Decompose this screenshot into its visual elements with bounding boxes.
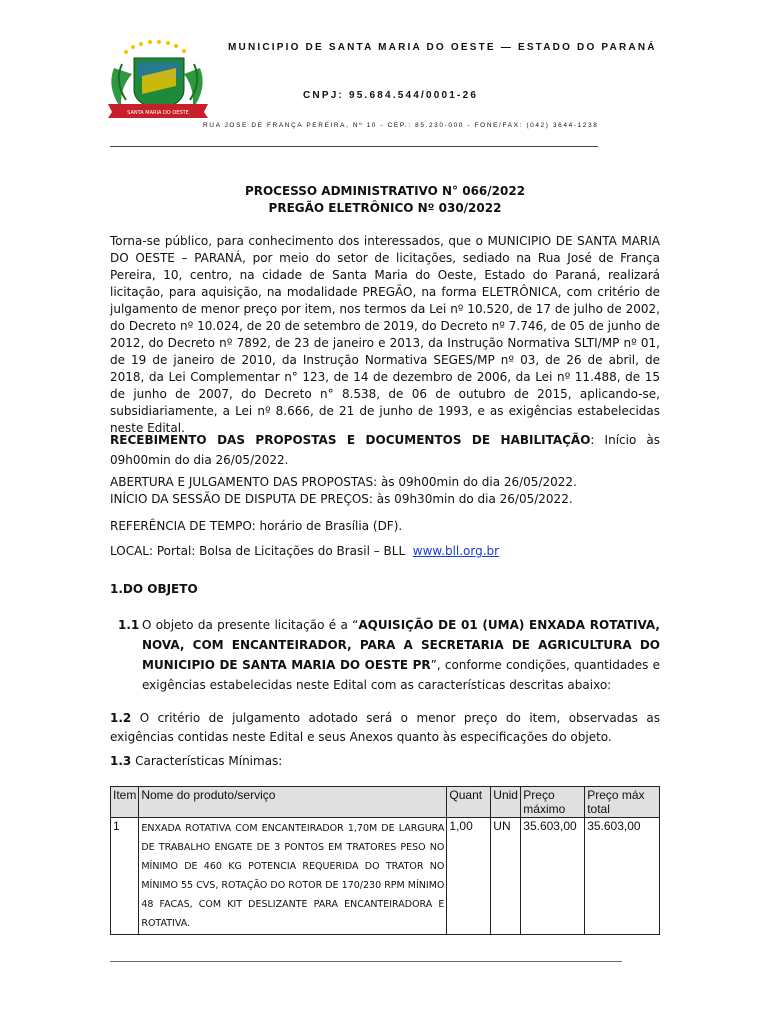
pregao-title: PREGÃO ELETRÔNICO Nº 030/2022 (268, 201, 502, 215)
section-1-3 (110, 753, 282, 770)
cell-unid: UN (491, 818, 521, 935)
section-1-2-number: 1.2 (110, 711, 132, 725)
cell-item: 1 (111, 818, 139, 935)
abertura-line: ABERTURA E JULGAMENTO DAS PROPOSTAS: às 09h00min do dia 26/05/2022. (110, 475, 577, 489)
header-divider (110, 146, 598, 147)
header-cnpj: CNPJ: 95.684.544/0001-26 (303, 90, 479, 101)
section-1-heading: 1.DO OBJETO (110, 582, 198, 596)
section-1-2-text: O critério de julgamento adotado será o menor preço do item, observadas as exigências contidas neste Edital e seus Anexos quanto às especificações do objeto. (110, 711, 660, 744)
cell-preco-maximo: 35.603,00 (521, 818, 585, 935)
table-header-row (111, 787, 660, 818)
cell-nome: ENXADA ROTATIVA COM ENCANTEIRADOR 1,70M DE LARGURA DE TRABALHO ENGATE DE 3 PONTOS EM TRATORES PESO NO MÍNIMO DE 460 KG POTENCIA REQUERIDA DO TRATOR NO MÍNIMO 55 CVS, ROTAÇÃO DO ROTOR DE 170/230 RPM MÍNIMO 48 FACAS, COM KIT DESLIZANTE PARA ENCANTEIRADORA E ROTATIVA. (139, 818, 447, 935)
intro-paragraph: Torna-se público, para conhecimento dos interessados, que o MUNICIPIO DE SANTA MARIA DO OESTE – PARANÁ, por meio do setor de licitações, sediado na Rua José de França Pereira, 10, centro, na cidade de Santa Maria do Oeste, Estado do Paraná, realizará licitação, para aquisição, na modalidade PREGÃO, na forma ELETRÔNICA, com critério de julgamento de menor preço por item, nos termos da Lei nº 10.520, de 17 de julho de 2002, do Decreto nº 10.024, de 20 de setembro de 2019, do Decreto nº 7.746, de 05 de junho de 2012, do Decreto nº 7892, de 23 de janeiro e 2013, da Instrução Normativa SLTI/MP nº 01, de 19 de janeiro de 2010, da Instrução Normativa SEGES/MP nº 03, de 26 de abril, de 2018, da Lei Complementar n° 123, de 14 de dezembro de 2006, da Lei nº 11.488, de 15 de junho de 2007, do Decreto n° 8.538, de 06 de outubro de 2015, aplicando-se, subsidiariamente, a Lei nº 8.666, de 21 de junho de 1993, e as exigências estabelecidas neste Edital. (110, 234, 660, 435)
items-table (110, 786, 660, 935)
section-1-1 (118, 615, 660, 695)
object-description: AQUISIÇÃO DE 01 (UMA) ENXADA ROTATIVA, NOVA, COM ENCANTEIRADOR, PARA A SECRETARIA DE AGRICULTURA DO MUNICIPIO DE SANTA MARIA DO OESTE PR (142, 618, 660, 672)
process-title: PROCESSO ADMINISTRATIVO N° 066/2022 (244, 184, 526, 198)
section-1-3-number: 1.3 (110, 754, 132, 768)
svg-text:SANTA MARIA DO OESTE: SANTA MARIA DO OESTE (127, 110, 189, 116)
section-1-1-number: 1.1 (118, 618, 140, 632)
footer-divider (110, 961, 622, 962)
header-preco-maximo: Preço máximo (521, 787, 585, 818)
section-1-1-text: O objeto da presente licitação é a “AQUISIÇÃO DE 01 (UMA) ENXADA ROTATIVA, NOVA, COM ENCANTEIRADOR, PARA A SECRETARIA DE AGRICULTURA DO MUNICIPIO DE SANTA MARIA DO OESTE PR”, conforme condições, quantidades e exigências estabelecidas neste Edital com as características descritas abaixo: (142, 618, 660, 692)
header-endereco: RUA JOSE DE FRANÇA PEREIRA, Nº 10 - CEP.: 85.230-000 - FONE/FAX: (042) 3644-1238 (203, 122, 599, 129)
inicio-line: INÍCIO DA SESSÃO DE DISPUTA DE PREÇOS: às 09h30min do dia 26/05/2022. (110, 492, 573, 506)
recebimento-label: RECEBIMENTO DAS PROPOSTAS E DOCUMENTOS DE HABILITAÇÃO (110, 433, 591, 447)
cell-preco-total: 35.603,00 (585, 818, 660, 935)
header-preco-total: Preço máx total (585, 787, 660, 818)
header-quant: Quant (447, 787, 491, 818)
referencia-line: REFERÊNCIA DE TEMPO: horário de Brasília (DF). (110, 519, 403, 533)
header-nome: Nome do produto/serviço (139, 787, 447, 818)
header-unid: Unid (491, 787, 521, 818)
cell-quant: 1,00 (447, 818, 491, 935)
section-1-3-text: Características Mínimas: (135, 754, 283, 768)
local-line (110, 543, 670, 560)
recebimento-text: : Início às 09h00min do dia 26/05/2022. (110, 433, 660, 467)
header-municipio: MUNICIPIO DE SANTA MARIA DO OESTE — ESTADO DO PARANÁ (228, 42, 657, 53)
table-row (111, 818, 660, 935)
section-1-2 (110, 709, 660, 747)
local-text: LOCAL: Portal: Bolsa de Licitações do Brasil – BLL (110, 544, 406, 558)
bll-link[interactable]: www.bll.org.br (412, 544, 500, 558)
header-item: Item (111, 787, 139, 818)
recebimento-paragraph (110, 430, 660, 470)
municipal-crest-logo (104, 38, 212, 124)
